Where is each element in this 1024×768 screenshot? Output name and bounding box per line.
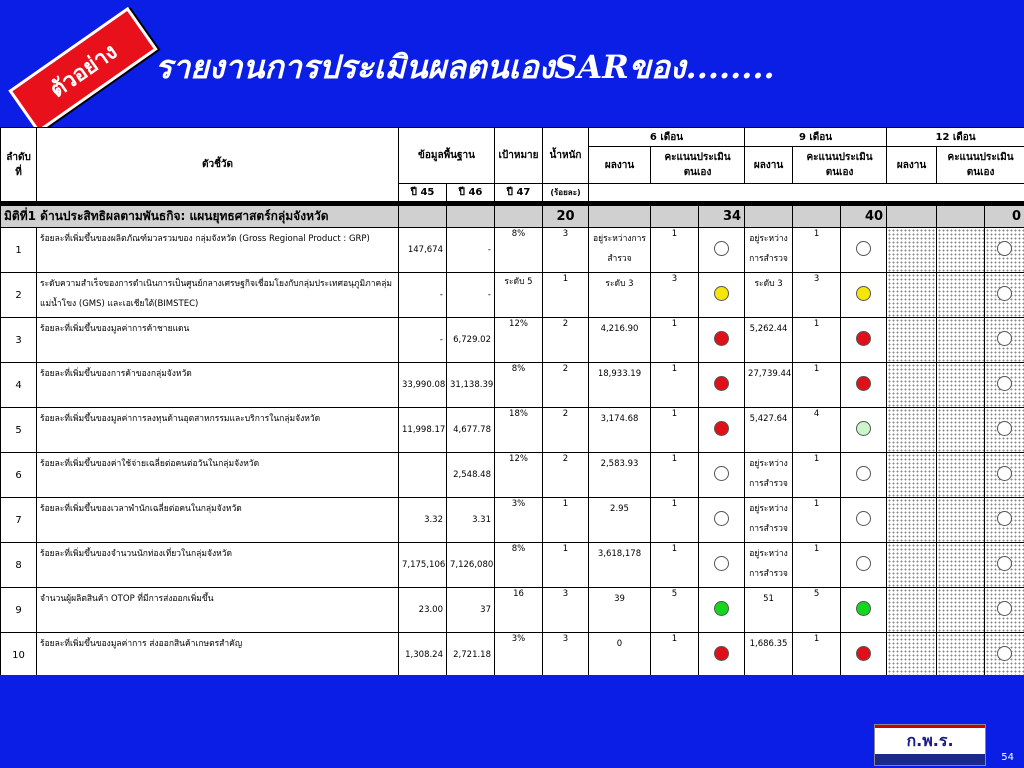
table-row <box>1 633 1024 676</box>
status-light-icon <box>856 376 871 391</box>
row-baseline-46: - <box>447 228 495 273</box>
row-score-9: 3 <box>793 273 841 318</box>
row-score-12 <box>937 498 985 543</box>
status-light-icon <box>997 376 1012 391</box>
row-status-9 <box>841 633 887 676</box>
row-score-9: 1 <box>793 363 841 408</box>
status-light-icon <box>856 286 871 301</box>
status-light-icon <box>997 601 1012 616</box>
header-result: ผลงาน <box>589 147 651 184</box>
row-status-12 <box>985 228 1024 273</box>
row-result-6: 2.95 <box>589 498 651 543</box>
row-baseline-46: 6,729.02 <box>447 318 495 363</box>
category-empty <box>495 206 543 228</box>
row-indicator: ร้อยละที่เพิ่มขึ้นของค่าใช้จ่ายเฉลี่ยต่อคนต่อวันในกลุ่มจังหวัด <box>37 453 399 498</box>
row-status-9 <box>841 588 887 633</box>
status-light-icon <box>856 331 871 346</box>
category-name: ด้านประสิทธิผลตามพันธกิจ: แผนยุทธศาสตร์กลุ่มจังหวัด <box>40 209 329 223</box>
row-result-6: 3,618,178 <box>589 543 651 588</box>
row-result-6: 2,583.93 <box>589 453 651 498</box>
row-indicator: ร้อยละที่เพิ่มขึ้นของผลิตภัณฑ์มวลรวมของ กลุ่มจังหวัด (Gross Regional Product : GRP) <box>37 228 399 273</box>
row-score-9: 1 <box>793 633 841 676</box>
category-empty <box>589 206 651 228</box>
row-baseline-46: - <box>447 273 495 318</box>
sample-stamp-label: ตัวอย่าง <box>45 38 122 103</box>
row-baseline-46: 37 <box>447 588 495 633</box>
row-result-9: 27,739.44 <box>745 363 793 408</box>
status-light-icon <box>856 421 871 436</box>
header-target: เป้าหมาย <box>495 128 543 184</box>
header-result: ผลงาน <box>745 147 793 184</box>
row-status-12 <box>985 363 1024 408</box>
row-weight: 2 <box>543 318 589 363</box>
row-target: 16 <box>495 588 543 633</box>
table-row <box>1 363 1024 408</box>
header-result: ผลงาน <box>887 147 937 184</box>
header-indicator: ตัวชี้วัด <box>37 128 399 202</box>
row-weight: 1 <box>543 498 589 543</box>
status-light-icon <box>714 241 729 256</box>
row-order: 1 <box>1 228 37 273</box>
row-weight: 3 <box>543 228 589 273</box>
row-result-12 <box>887 498 937 543</box>
row-score-9: 1 <box>793 498 841 543</box>
row-baseline-45: 11,998.17 <box>399 408 447 453</box>
row-baseline-45: 33,990.08 <box>399 363 447 408</box>
row-result-12 <box>887 588 937 633</box>
row-result-12 <box>887 453 937 498</box>
row-order: 7 <box>1 498 37 543</box>
status-light-icon <box>714 376 729 391</box>
row-target: 3% <box>495 633 543 676</box>
row-weight: 2 <box>543 453 589 498</box>
row-status-9 <box>841 273 887 318</box>
category-code: มิติที่1 <box>4 209 36 223</box>
row-weight: 2 <box>543 363 589 408</box>
category-empty <box>887 206 937 228</box>
row-score-6: 3 <box>651 273 699 318</box>
row-score-12 <box>937 318 985 363</box>
row-order: 2 <box>1 273 37 318</box>
table-row <box>1 453 1024 498</box>
row-result-9: 5,262.44 <box>745 318 793 363</box>
status-light-icon <box>714 421 729 436</box>
header-blank <box>589 184 1024 202</box>
row-target: 18% <box>495 408 543 453</box>
status-light-icon <box>997 646 1012 661</box>
status-light-icon <box>997 331 1012 346</box>
row-order: 8 <box>1 543 37 588</box>
row-baseline-46: 3.31 <box>447 498 495 543</box>
header-baseline: ข้อมูลพื้นฐาน <box>399 128 495 184</box>
row-order: 3 <box>1 318 37 363</box>
row-target: 8% <box>495 543 543 588</box>
row-score-9: 1 <box>793 318 841 363</box>
row-result-9: 5,427.64 <box>745 408 793 453</box>
row-weight: 3 <box>543 633 589 676</box>
opdc-logo <box>874 724 986 766</box>
category-empty <box>399 206 447 228</box>
row-score-12 <box>937 543 985 588</box>
page-number: 54 <box>1001 752 1014 763</box>
row-status-9 <box>841 543 887 588</box>
table-row <box>1 273 1024 318</box>
row-baseline-46: 31,138.39 <box>447 363 495 408</box>
table-row <box>1 498 1024 543</box>
table-row <box>1 228 1024 273</box>
header-period-9: 9 เดือน <box>745 128 887 147</box>
row-status-12 <box>985 408 1024 453</box>
row-result-12 <box>887 363 937 408</box>
row-score-9: 5 <box>793 588 841 633</box>
category-score-6: 34 <box>699 206 745 228</box>
row-weight: 1 <box>543 273 589 318</box>
status-light-icon <box>856 646 871 661</box>
row-target: 3% <box>495 498 543 543</box>
row-indicator: ร้อยละที่เพิ่มขึ้นของมูลค่าการ ส่งออกสินค้าเกษตรสำคัญ <box>37 633 399 676</box>
row-indicator: จำนวนผู้ผลิตสินค้า OTOP ที่มีการส่งออกเพิ่มขึ้น <box>37 588 399 633</box>
row-status-6 <box>699 543 745 588</box>
status-light-icon <box>856 466 871 481</box>
row-baseline-46: 7,126,080 <box>447 543 495 588</box>
page-title: รายงานการประเมินผลตนเองSARของ........ <box>155 48 775 86</box>
row-score-6: 1 <box>651 453 699 498</box>
row-order: 4 <box>1 363 37 408</box>
row-status-6 <box>699 318 745 363</box>
logo-stripe <box>875 725 985 728</box>
row-baseline-45: 147,674 <box>399 228 447 273</box>
row-score-12 <box>937 363 985 408</box>
header-score: คะแนนประเมินตนเอง <box>937 147 1024 184</box>
row-status-6 <box>699 273 745 318</box>
header-year-46: ปี 46 <box>447 184 495 202</box>
status-light-icon <box>856 511 871 526</box>
status-light-icon <box>714 286 729 301</box>
row-score-9: 1 <box>793 543 841 588</box>
row-baseline-45: 1,308.24 <box>399 633 447 676</box>
row-result-12 <box>887 543 937 588</box>
row-score-6: 5 <box>651 588 699 633</box>
logo-bar <box>875 754 985 765</box>
row-weight: 3 <box>543 588 589 633</box>
row-order: 5 <box>1 408 37 453</box>
header-score: คะแนนประเมินตนเอง <box>651 147 745 184</box>
row-status-6 <box>699 498 745 543</box>
row-result-6: อยู่ระหว่างการสำรวจ <box>589 228 651 273</box>
row-baseline-45: 3.32 <box>399 498 447 543</box>
category-score-12: 0 <box>985 206 1024 228</box>
row-score-12 <box>937 633 985 676</box>
row-status-12 <box>985 588 1024 633</box>
row-status-6 <box>699 453 745 498</box>
status-light-icon <box>997 286 1012 301</box>
row-status-9 <box>841 228 887 273</box>
row-order: 6 <box>1 453 37 498</box>
row-order: 9 <box>1 588 37 633</box>
row-indicator: ร้อยละที่เพิ่มขึ้นของมูลค่าการค้าชายแดน <box>37 318 399 363</box>
row-result-6: 18,933.19 <box>589 363 651 408</box>
row-score-12 <box>937 408 985 453</box>
sar-spreadsheet <box>0 127 1024 675</box>
status-light-icon <box>856 601 871 616</box>
row-score-9: 1 <box>793 453 841 498</box>
row-score-12 <box>937 588 985 633</box>
header-year-47: ปี 47 <box>495 184 543 202</box>
header-period-6: 6 เดือน <box>589 128 745 147</box>
sample-stamp <box>8 7 157 133</box>
row-baseline-46: 4,677.78 <box>447 408 495 453</box>
table-row <box>1 543 1024 588</box>
table-row <box>1 588 1024 633</box>
row-status-6 <box>699 228 745 273</box>
table-row <box>1 318 1024 363</box>
row-result-6: 4,216.90 <box>589 318 651 363</box>
category-weight: 20 <box>543 206 589 228</box>
row-baseline-45 <box>399 453 447 498</box>
row-status-12 <box>985 543 1024 588</box>
row-baseline-46: 2,548.48 <box>447 453 495 498</box>
row-result-12 <box>887 318 937 363</box>
row-score-12 <box>937 453 985 498</box>
row-result-6: 39 <box>589 588 651 633</box>
status-light-icon <box>997 556 1012 571</box>
row-score-6: 1 <box>651 363 699 408</box>
status-light-icon <box>714 556 729 571</box>
row-indicator: ระดับความสำเร็จของการดำเนินการเป็นศูนย์กลางเศรษฐกิจเชื่อมโยงกับกลุ่มประเทศอนุภูมิภาคลุ่มแม่น้ำโขง (GMS) และเอเชียใต้(BIMSTEC) <box>37 273 399 318</box>
row-status-12 <box>985 453 1024 498</box>
row-status-9 <box>841 498 887 543</box>
row-status-12 <box>985 273 1024 318</box>
row-target: 8% <box>495 363 543 408</box>
row-result-9: อยู่ระหว่างการสำรวจ <box>745 228 793 273</box>
status-light-icon <box>856 556 871 571</box>
row-result-12 <box>887 633 937 676</box>
row-result-12 <box>887 408 937 453</box>
row-score-6: 1 <box>651 633 699 676</box>
row-result-9: ระดับ 3 <box>745 273 793 318</box>
row-score-12 <box>937 273 985 318</box>
logo-text: ก.พ.ร. <box>906 731 954 750</box>
status-light-icon <box>997 511 1012 526</box>
category-empty <box>651 206 699 228</box>
row-status-9 <box>841 453 887 498</box>
row-status-12 <box>985 498 1024 543</box>
row-score-12 <box>937 228 985 273</box>
category-empty <box>793 206 841 228</box>
status-light-icon <box>714 511 729 526</box>
row-baseline-46: 2,721.18 <box>447 633 495 676</box>
row-status-6 <box>699 363 745 408</box>
row-target: ระดับ 5 <box>495 273 543 318</box>
row-indicator: ร้อยละที่เพิ่มขึ้นของมูลค่าการลงทุนด้านอุตสาหกรรมและบริการในกลุ่มจังหวัด <box>37 408 399 453</box>
category-score-9: 40 <box>841 206 887 228</box>
category-empty <box>447 206 495 228</box>
row-indicator: ร้อยละที่เพิ่มขึ้นของการค้าของกลุ่มจังหวัด <box>37 363 399 408</box>
table-row <box>1 408 1024 453</box>
category-empty <box>745 206 793 228</box>
status-light-icon <box>997 241 1012 256</box>
row-status-6 <box>699 408 745 453</box>
sar-table <box>0 127 1024 675</box>
header-score: คะแนนประเมินตนเอง <box>793 147 887 184</box>
row-score-6: 1 <box>651 318 699 363</box>
row-score-6: 1 <box>651 498 699 543</box>
row-indicator: ร้อยละที่เพิ่มขึ้นของเวลาพำนักเฉลี่ยต่อคนในกลุ่มจังหวัด <box>37 498 399 543</box>
row-result-9: อยู่ระหว่างการสำรวจ <box>745 453 793 498</box>
status-light-icon <box>714 646 729 661</box>
header-year-45: ปี 45 <box>399 184 447 202</box>
row-target: 12% <box>495 318 543 363</box>
header-weight-unit: (ร้อยละ) <box>543 184 589 202</box>
row-status-6 <box>699 588 745 633</box>
row-status-12 <box>985 318 1024 363</box>
row-status-12 <box>985 633 1024 676</box>
row-status-9 <box>841 318 887 363</box>
row-indicator: ร้อยละที่เพิ่มขึ้นของจำนวนนักท่องเที่ยวในกลุ่มจังหวัด <box>37 543 399 588</box>
row-baseline-45: - <box>399 318 447 363</box>
status-light-icon <box>714 601 729 616</box>
header-order: ลำดับที่ <box>1 128 37 202</box>
status-light-icon <box>997 466 1012 481</box>
row-baseline-45: - <box>399 273 447 318</box>
row-score-6: 1 <box>651 543 699 588</box>
row-score-9: 1 <box>793 228 841 273</box>
row-status-6 <box>699 633 745 676</box>
row-result-9: อยู่ระหว่างการสำรวจ <box>745 498 793 543</box>
row-score-6: 1 <box>651 228 699 273</box>
row-result-12 <box>887 273 937 318</box>
row-result-9: อยู่ระหว่างการสำรวจ <box>745 543 793 588</box>
row-order: 10 <box>1 633 37 676</box>
row-result-6: 3,174.68 <box>589 408 651 453</box>
row-target: 8% <box>495 228 543 273</box>
row-result-9: 1,686.35 <box>745 633 793 676</box>
row-weight: 2 <box>543 408 589 453</box>
status-light-icon <box>714 331 729 346</box>
row-weight: 1 <box>543 543 589 588</box>
row-result-6: ระดับ 3 <box>589 273 651 318</box>
row-baseline-45: 7,175,106 <box>399 543 447 588</box>
status-light-icon <box>714 466 729 481</box>
status-light-icon <box>856 241 871 256</box>
row-baseline-45: 23.00 <box>399 588 447 633</box>
row-score-6: 1 <box>651 408 699 453</box>
category-title <box>1 206 399 228</box>
row-score-9: 4 <box>793 408 841 453</box>
header-weight: น้ำหนัก <box>543 128 589 184</box>
row-status-9 <box>841 363 887 408</box>
header-period-12: 12 เดือน <box>887 128 1024 147</box>
row-target: 12% <box>495 453 543 498</box>
row-result-12 <box>887 228 937 273</box>
row-status-9 <box>841 408 887 453</box>
row-result-9: 51 <box>745 588 793 633</box>
category-empty <box>937 206 985 228</box>
row-result-6: 0 <box>589 633 651 676</box>
status-light-icon <box>997 421 1012 436</box>
